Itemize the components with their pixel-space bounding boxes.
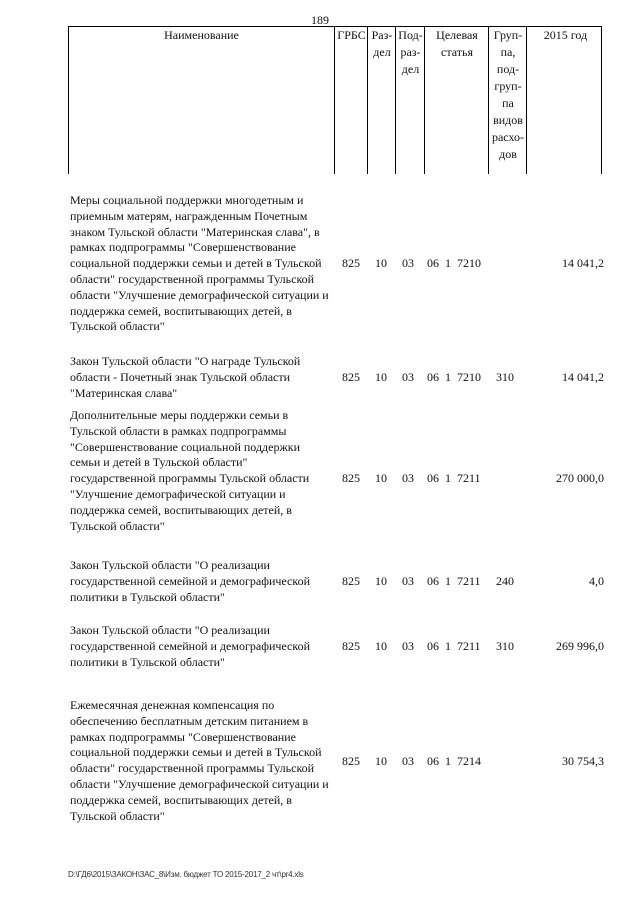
row-podrazdel: 03 bbox=[402, 256, 414, 270]
row-amount: 270 000,0 bbox=[556, 471, 604, 485]
file-path-footer: D:\ГД6\2015\ЗАКОН\ЗАС_8\Изм. бюджет ТО 2015-2017_2 чт\pr4.xls bbox=[68, 870, 304, 879]
row-grbs: 825 bbox=[342, 754, 360, 768]
row-podrazdel: 03 bbox=[402, 639, 414, 653]
header-grbs bbox=[334, 27, 368, 174]
header-vid-line: дов bbox=[499, 147, 517, 161]
header-grbs-label: ГРБС bbox=[337, 28, 366, 42]
row-tselevaya-statya: 06 1 7211 bbox=[427, 639, 481, 653]
row-amount: 14 041,2 bbox=[562, 256, 604, 270]
row-tselevaya-statya: 06 1 7210 bbox=[427, 370, 481, 384]
header-tselevaya-statya bbox=[424, 27, 489, 174]
page-number: 189 bbox=[311, 13, 329, 27]
row-amount: 30 754,3 bbox=[562, 754, 604, 768]
row-vid: 310 bbox=[496, 639, 514, 653]
row-tselevaya-statya: 06 1 7214 bbox=[427, 754, 481, 768]
header-ts-line: Целевая bbox=[436, 28, 478, 42]
header-podrazdel-line: Под- bbox=[398, 28, 423, 42]
row-razdel: 10 bbox=[375, 639, 387, 653]
row-razdel: 10 bbox=[375, 754, 387, 768]
row-tselevaya-statya: 06 1 7211 bbox=[427, 471, 481, 485]
header-ts-line: статья bbox=[441, 45, 473, 59]
header-gruppa-vidov bbox=[488, 27, 527, 174]
row-name: Дополнительные меры поддержки семьи в Тульской области в рамках подпрограммы "Совершенствование социальной поддержки семьи и детей в Тульской области" государственной программы Тульской области "Улучшение демографической ситуации и поддержка семей, воспитывающих детей, в Тульской области" bbox=[70, 408, 310, 533]
row-razdel: 10 bbox=[375, 370, 387, 384]
header-vid-line: расхо- bbox=[491, 130, 525, 144]
header-vid-line: па, bbox=[500, 45, 516, 59]
header-year bbox=[526, 27, 604, 174]
row-amount: 269 996,0 bbox=[556, 639, 604, 653]
row-grbs: 825 bbox=[342, 256, 360, 270]
row-grbs: 825 bbox=[342, 574, 360, 588]
row-name: Ежемесячная денежная компенсация по обеспечению бесплатным детским питанием в рамках подпрограммы "Совершенствование социальной поддержки семьи и детей в Тульской области" государственной программы Тульской области "Улучшение демографической ситуации и поддержка семей, воспитывающих детей, в Тульской области" bbox=[70, 698, 329, 823]
row-tselevaya-statya: 06 1 7210 bbox=[427, 256, 481, 270]
row-vid: 240 bbox=[496, 574, 514, 588]
header-vid-line: под- bbox=[496, 62, 520, 76]
row-amount: 4,0 bbox=[589, 574, 604, 588]
row-name: Закон Тульской области "О реализации государственной семейной и демографической политики в Тульской области" bbox=[70, 623, 311, 669]
row-razdel: 10 bbox=[375, 471, 387, 485]
header-razdel bbox=[367, 27, 396, 174]
row-vid: 310 bbox=[496, 370, 514, 384]
row-amount: 14 041,2 bbox=[562, 370, 604, 384]
header-vid-line: Груп- bbox=[493, 28, 523, 42]
row-name: Закон Тульской области "О награде Тульской области - Почетный знак Тульской области "Материнская слава" bbox=[70, 354, 301, 400]
row-grbs: 825 bbox=[342, 471, 360, 485]
header-name bbox=[69, 27, 334, 174]
row-podrazdel: 03 bbox=[402, 574, 414, 588]
header-vid-line: па bbox=[502, 96, 514, 110]
header-year-label: 2015 год bbox=[543, 28, 588, 42]
row-podrazdel: 03 bbox=[402, 370, 414, 384]
header-podrazdel-line: дел bbox=[401, 62, 420, 76]
header-name-label: Наименование bbox=[164, 28, 239, 42]
table-header bbox=[68, 26, 602, 174]
row-name: Закон Тульской области "О реализации государственной семейной и демографической политики в Тульской области" bbox=[70, 558, 311, 604]
header-podrazdel bbox=[395, 27, 425, 174]
header-vid-line: видов bbox=[493, 113, 523, 127]
row-tselevaya-statya: 06 1 7211 bbox=[427, 574, 481, 588]
row-name: Меры социальной поддержки многодетным и приемным матерям, награжденным Почетным знаком Тульской области "Материнская слава", в рамках подпрограммы "Совершенствование социальной поддержки семьи и детей в Тульской области" государственной программы Тульской области "Улучшение демографической ситуации и поддержка семей, воспитывающих детей, в Тульской области" bbox=[70, 193, 329, 334]
row-razdel: 10 bbox=[375, 574, 387, 588]
header-podrazdel-line: раз- bbox=[400, 45, 421, 59]
header-razdel-line: дел bbox=[373, 45, 391, 59]
header-vid-line: груп- bbox=[494, 79, 522, 93]
row-podrazdel: 03 bbox=[402, 471, 414, 485]
row-grbs: 825 bbox=[342, 639, 360, 653]
row-razdel: 10 bbox=[375, 256, 387, 270]
header-razdel-line: Раз- bbox=[371, 28, 393, 42]
row-grbs: 825 bbox=[342, 370, 360, 384]
row-podrazdel: 03 bbox=[402, 754, 414, 768]
